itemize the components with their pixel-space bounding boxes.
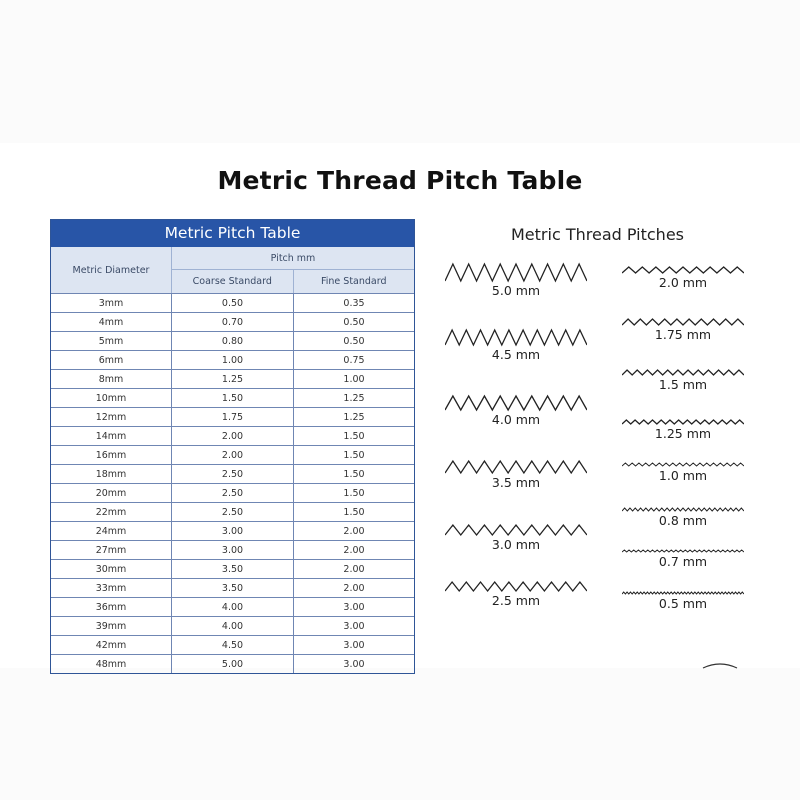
cell-fine: 1.50 <box>343 449 365 461</box>
cell-fine: 2.00 <box>343 582 365 594</box>
cell-fine: 1.50 <box>343 487 365 499</box>
zigzag-icon <box>445 523 587 537</box>
pitch-label: 1.25 mm <box>654 426 712 441</box>
thread-pitch-left-3 <box>435 459 597 490</box>
page-title: Metric Thread Pitch Table <box>217 166 583 195</box>
header-pitch-mm: Pitch mm <box>172 247 414 270</box>
cell-coarse: 2.00 <box>172 446 294 464</box>
cell-coarse: 2.00 <box>172 427 294 445</box>
thread-pitch-right-0 <box>612 265 754 290</box>
cell-fine: 2.00 <box>343 563 365 575</box>
pitch-label: 3.5 mm <box>491 475 541 490</box>
pitch-label: 4.0 mm <box>491 412 541 427</box>
cell-coarse: 0.70 <box>172 313 294 331</box>
thread-pitch-left-4 <box>435 523 597 552</box>
table-row <box>51 598 414 617</box>
table-row <box>51 465 414 484</box>
zigzag-icon <box>445 394 587 412</box>
header-metric-diameter: Metric Diameter <box>51 247 172 293</box>
cell-fine: 2.00 <box>343 544 365 556</box>
zigzag-icon <box>622 368 744 377</box>
zigzag-icon <box>622 461 744 468</box>
pitch-label: 2.0 mm <box>658 275 708 290</box>
table-row <box>51 522 414 541</box>
cell-diameter: 12mm <box>51 408 172 426</box>
zigzag-icon <box>445 459 587 475</box>
table-row <box>51 370 414 389</box>
cell-coarse: 4.00 <box>172 617 294 635</box>
table-row <box>51 560 414 579</box>
cell-diameter: 42mm <box>51 636 172 654</box>
cell-diameter: 3mm <box>51 294 172 312</box>
cell-fine: 1.00 <box>343 373 365 385</box>
pitch-label: 1.75 mm <box>654 327 712 342</box>
cell-diameter: 16mm <box>51 446 172 464</box>
table-row <box>51 617 414 636</box>
cell-fine: 3.00 <box>343 620 365 632</box>
cell-coarse: 1.75 <box>172 408 294 426</box>
cell-diameter: 24mm <box>51 522 172 540</box>
cell-diameter: 10mm <box>51 389 172 407</box>
cell-coarse: 2.50 <box>172 503 294 521</box>
zigzag-icon <box>445 262 587 283</box>
table-row <box>51 503 414 522</box>
cell-fine: 0.75 <box>343 354 365 366</box>
cell-fine: 0.50 <box>343 316 365 328</box>
table-row <box>51 294 414 313</box>
header-coarse-standard: Coarse Standard <box>172 270 294 293</box>
cell-coarse: 3.50 <box>172 560 294 578</box>
cell-diameter: 8mm <box>51 370 172 388</box>
cell-diameter: 27mm <box>51 541 172 559</box>
thread-pitch-left-2 <box>435 394 597 427</box>
cell-diameter: 30mm <box>51 560 172 578</box>
table-row <box>51 484 414 503</box>
header-pitch-subcolumns <box>172 270 414 293</box>
thread-pitch-right-4 <box>612 461 754 483</box>
cell-diameter: 4mm <box>51 313 172 331</box>
table-row <box>51 636 414 655</box>
header-pitch-group <box>172 247 414 293</box>
pitch-label: 0.5 mm <box>658 596 708 611</box>
cell-diameter: 5mm <box>51 332 172 350</box>
cell-fine: 2.00 <box>343 525 365 537</box>
table-column-headers <box>51 247 414 293</box>
pitch-label: 1.0 mm <box>658 468 708 483</box>
zigzag-icon <box>445 328 587 347</box>
cell-fine: 1.50 <box>343 430 365 442</box>
zigzag-icon <box>622 418 744 426</box>
cell-diameter: 39mm <box>51 617 172 635</box>
cell-coarse: 0.80 <box>172 332 294 350</box>
cell-coarse: 1.00 <box>172 351 294 369</box>
zigzag-icon <box>622 317 744 327</box>
cell-fine: 3.00 <box>343 658 365 670</box>
table-body <box>51 293 414 673</box>
thread-pitch-right-5 <box>612 506 754 528</box>
cell-diameter: 36mm <box>51 598 172 616</box>
thread-pitch-right-3 <box>612 418 754 441</box>
pitch-label: 2.5 mm <box>491 593 541 608</box>
table-row <box>51 313 414 332</box>
table-row <box>51 351 414 370</box>
pitch-label: 1.5 mm <box>658 377 708 392</box>
zigzag-icon <box>622 506 744 513</box>
pitch-label: 0.8 mm <box>658 513 708 528</box>
thread-pitch-right-1 <box>612 317 754 342</box>
cell-diameter: 33mm <box>51 579 172 597</box>
cell-fine: 3.00 <box>343 639 365 651</box>
table-row <box>51 579 414 598</box>
cell-diameter: 18mm <box>51 465 172 483</box>
zigzag-icon <box>622 265 744 275</box>
cell-fine: 0.50 <box>343 335 365 347</box>
thread-pitch-left-5 <box>435 580 597 608</box>
table-row <box>51 408 414 427</box>
cell-fine: 0.35 <box>343 297 365 309</box>
table-row <box>51 655 414 673</box>
pitch-label: 3.0 mm <box>491 537 541 552</box>
thread-pitch-left-0 <box>435 262 597 298</box>
cell-coarse: 3.50 <box>172 579 294 597</box>
pitch-label: 0.7 mm <box>658 554 708 569</box>
cell-fine: 1.25 <box>343 392 365 404</box>
pitch-table <box>50 219 415 674</box>
cell-fine: 1.50 <box>343 506 365 518</box>
table-row <box>51 541 414 560</box>
thread-pitch-right-7 <box>612 590 754 611</box>
cell-coarse: 1.25 <box>172 370 294 388</box>
table-row <box>51 389 414 408</box>
cell-coarse: 0.50 <box>172 294 294 312</box>
table-row <box>51 332 414 351</box>
cell-coarse: 3.00 <box>172 522 294 540</box>
cell-coarse: 1.50 <box>172 389 294 407</box>
table-heading: Metric Pitch Table <box>51 220 414 247</box>
cell-diameter: 22mm <box>51 503 172 521</box>
cell-fine: 1.25 <box>343 411 365 423</box>
cell-diameter: 48mm <box>51 655 172 673</box>
thread-pitch-left-1 <box>435 328 597 362</box>
cell-coarse: 2.50 <box>172 465 294 483</box>
cell-fine: 3.00 <box>343 601 365 613</box>
header-fine-standard: Fine Standard <box>294 270 415 293</box>
cell-coarse: 5.00 <box>172 655 294 673</box>
decorative-arc <box>700 660 740 670</box>
zigzag-icon <box>445 580 587 593</box>
cell-diameter: 14mm <box>51 427 172 445</box>
cell-diameter: 20mm <box>51 484 172 502</box>
cell-coarse: 4.50 <box>172 636 294 654</box>
cell-diameter: 6mm <box>51 351 172 369</box>
pitch-label: 4.5 mm <box>491 347 541 362</box>
table-row <box>51 446 414 465</box>
table-row <box>51 427 414 446</box>
pitch-label: 5.0 mm <box>491 283 541 298</box>
cell-coarse: 3.00 <box>172 541 294 559</box>
cell-coarse: 2.50 <box>172 484 294 502</box>
thread-pitch-right-2 <box>612 368 754 392</box>
thread-pitch-right-6 <box>612 548 754 569</box>
cell-coarse: 4.00 <box>172 598 294 616</box>
cell-fine: 1.50 <box>343 468 365 480</box>
pitches-title: Metric Thread Pitches <box>511 225 684 244</box>
